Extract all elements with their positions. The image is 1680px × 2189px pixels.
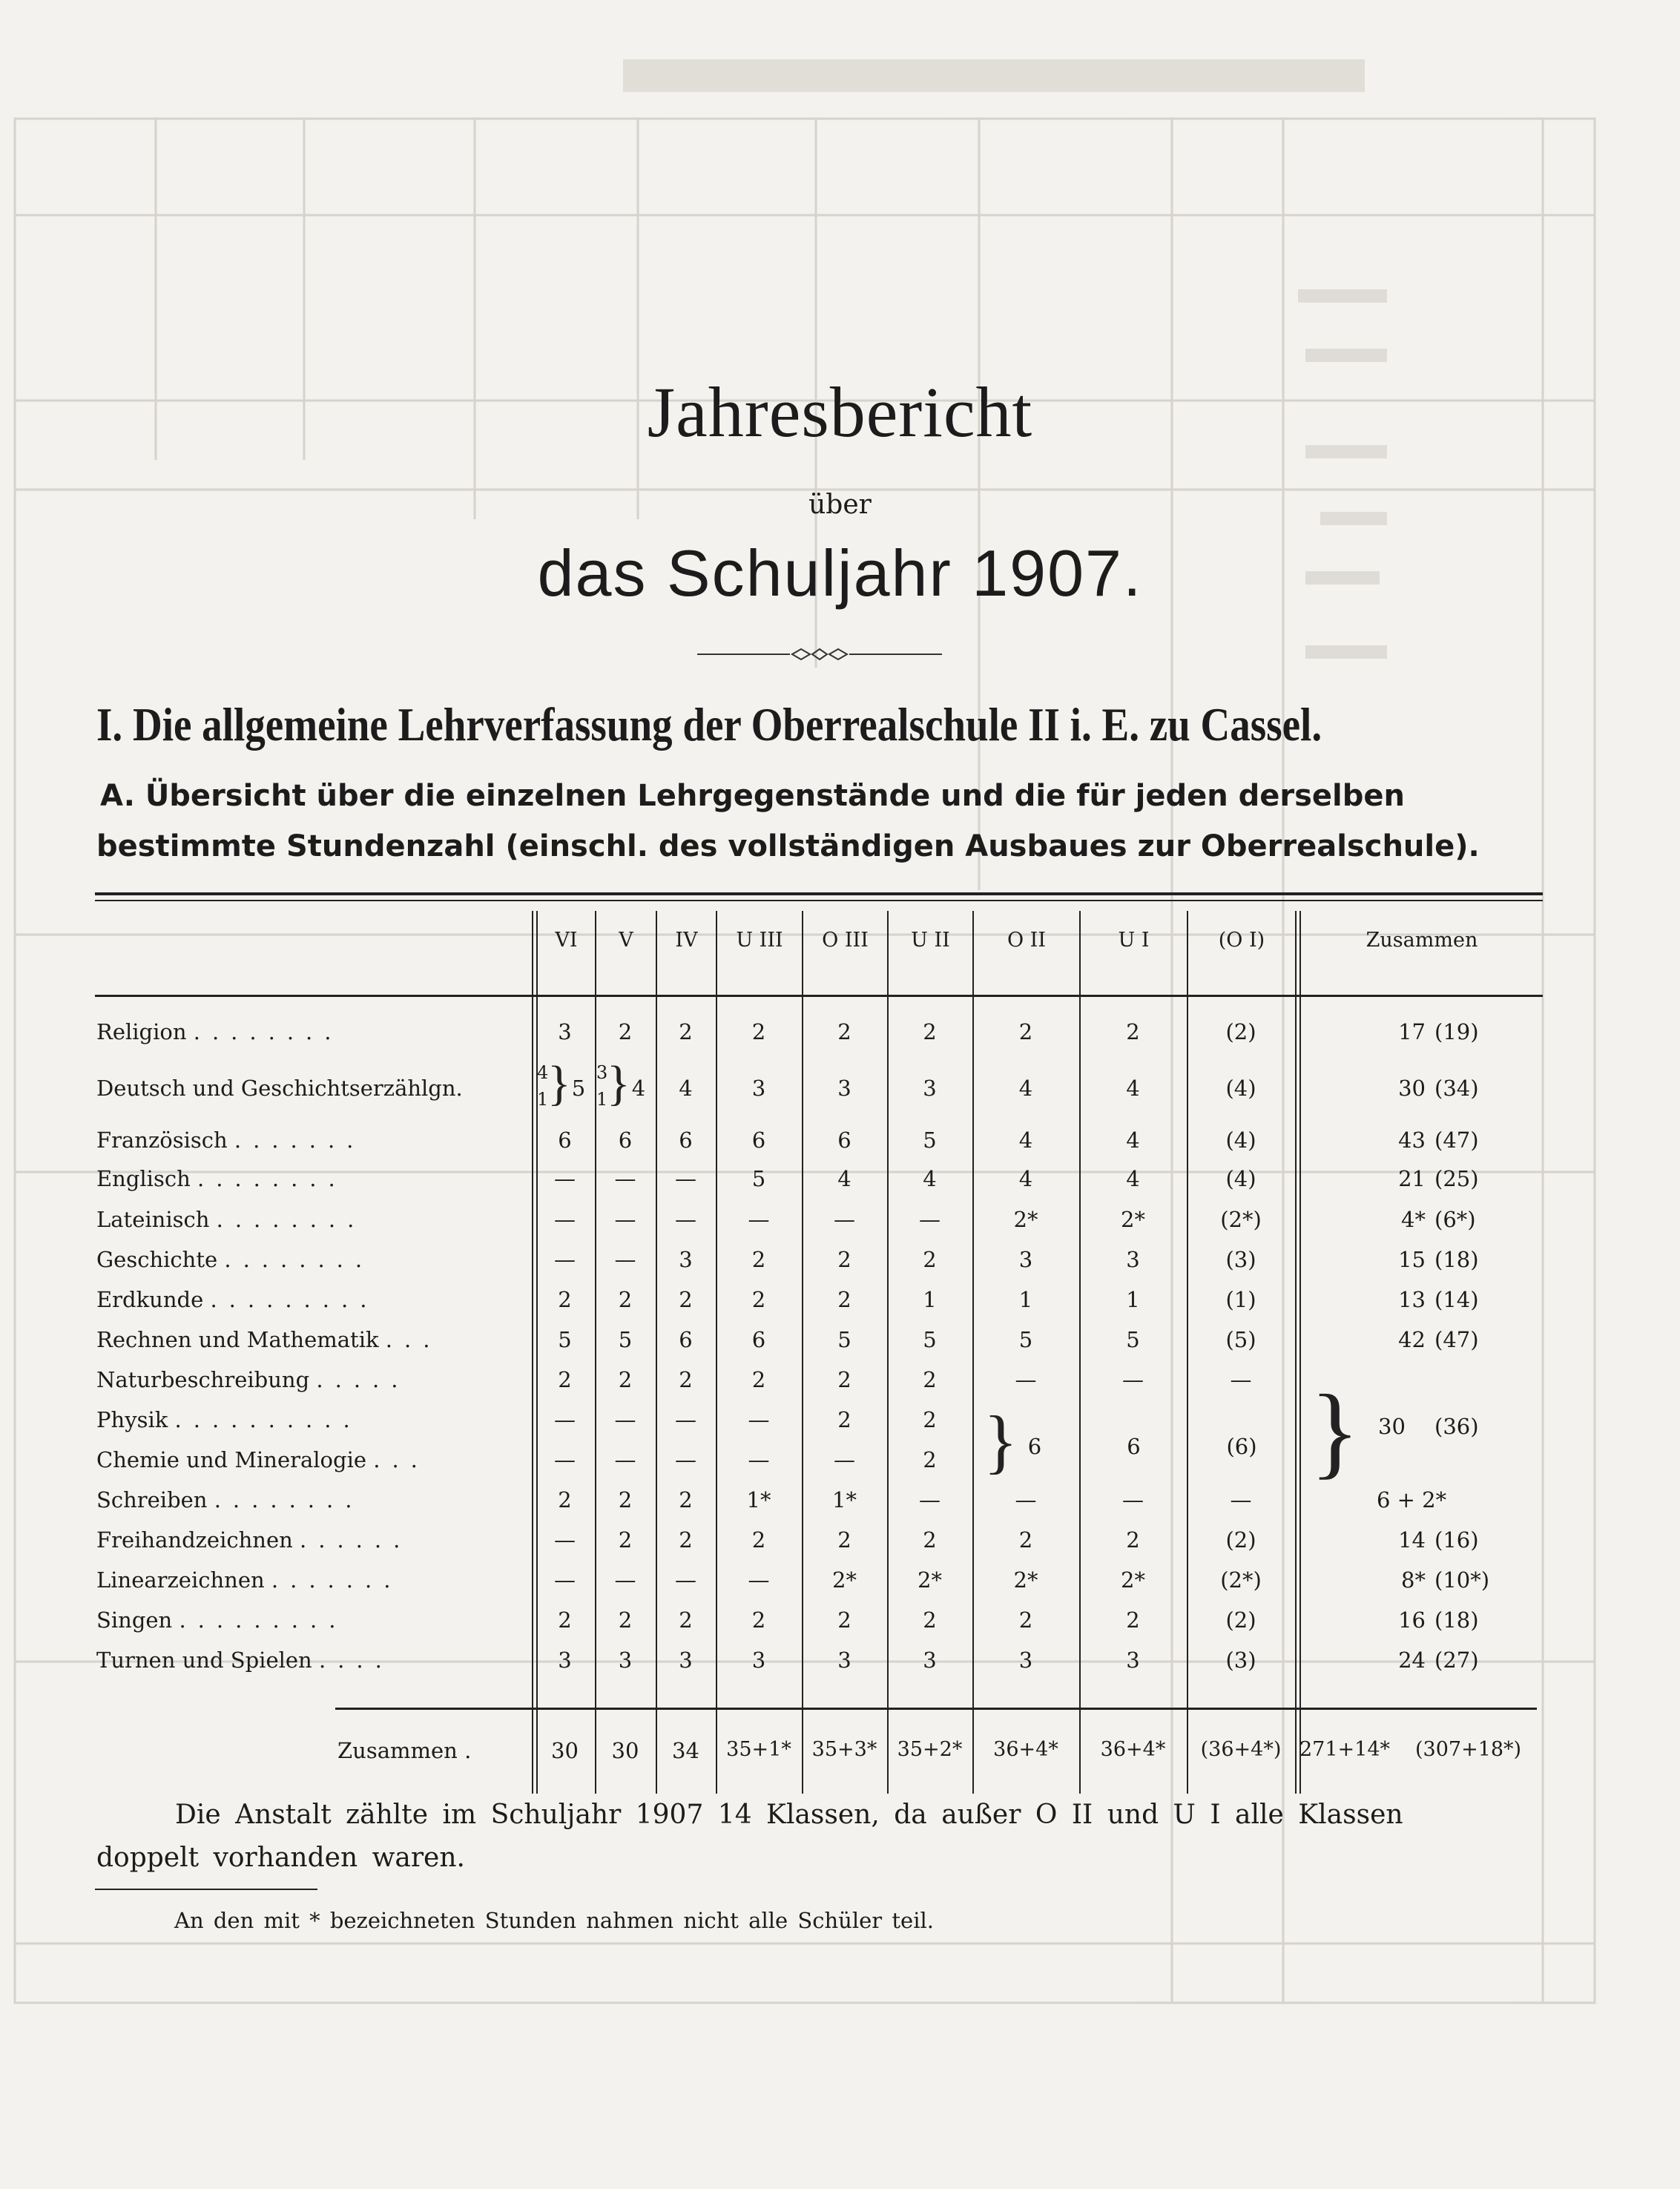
- zusammen-rule: [335, 1708, 1537, 1710]
- cell-iv: 2: [679, 1019, 693, 1044]
- brace-vi: }: [547, 1056, 571, 1110]
- cell-vi: 3: [558, 1019, 572, 1044]
- cell-uii: —: [919, 1487, 941, 1512]
- cell-ui: 2: [1126, 1019, 1140, 1044]
- zusammen-cell-oiii: 35+3*: [811, 1738, 877, 1761]
- cell-oiii: 2: [837, 1527, 851, 1553]
- cell-oiii: 2: [837, 1407, 851, 1432]
- cell-ui: 2*: [1121, 1567, 1145, 1593]
- cell-oii: 4: [1018, 1076, 1033, 1101]
- cell-oiii: 2*: [832, 1567, 857, 1593]
- cell-v: —: [614, 1247, 636, 1272]
- cell-uii: 2: [923, 1407, 937, 1432]
- section-subheading-line2: bestimmte Stundenzahl (einschl. des vollständigen Ausbaues zur Oberrealschule).: [96, 829, 1480, 863]
- cell-uii: 2: [923, 1447, 937, 1472]
- cell-oi: (1): [1225, 1287, 1256, 1312]
- cell-oii: 1: [1018, 1287, 1033, 1312]
- cell-iv: 6: [679, 1327, 693, 1352]
- row-label-lateinisch: Lateinisch ........: [96, 1207, 366, 1232]
- cell-ui: 4: [1126, 1128, 1140, 1153]
- cell-iv: —: [675, 1567, 696, 1593]
- cell-vi: 3: [558, 1647, 572, 1673]
- column-header-uii: U II: [911, 929, 950, 952]
- row-total-full: (47): [1434, 1128, 1479, 1153]
- zusammen-cell-iv: 34: [672, 1738, 699, 1763]
- science-u1-value: 6: [1127, 1434, 1141, 1459]
- cell-oiii: 2: [837, 1019, 851, 1044]
- cell-iv: 2: [679, 1487, 693, 1512]
- row-total-full: (47): [1434, 1327, 1479, 1352]
- zusammen-cell-oi: (36+4*): [1200, 1738, 1282, 1761]
- cell-ui: 3: [1126, 1647, 1140, 1673]
- row-total: 42: [1398, 1327, 1426, 1352]
- column-header-uiii: U III: [736, 929, 783, 952]
- cell-iv: —: [675, 1407, 696, 1432]
- row-total-full: (18): [1434, 1607, 1479, 1633]
- cell-oii: 4: [1018, 1128, 1033, 1153]
- note-line-1: Die Anstalt zählte im Schuljahr 1907 14 Klassen, da außer O II und U I alle Klassen: [175, 1800, 1403, 1830]
- row-total-full: (16): [1434, 1527, 1479, 1553]
- col-divider: [1299, 911, 1301, 1794]
- cell-oi: —: [1230, 1487, 1252, 1512]
- cell-oi: (2*): [1220, 1207, 1262, 1232]
- cell-v: 2: [618, 1487, 633, 1512]
- cell-vi: —: [554, 1247, 576, 1272]
- row-total-full: (14): [1434, 1287, 1479, 1312]
- cell-uiii: —: [748, 1407, 770, 1432]
- row-total-full: (19): [1434, 1019, 1479, 1044]
- ornament-divider-icon: [697, 645, 942, 663]
- row-label-turnen: Turnen und Spielen ....: [96, 1647, 394, 1673]
- cell-oi: (2*): [1220, 1567, 1262, 1593]
- cell-vi: 2: [558, 1487, 572, 1512]
- split-v-top: 3: [596, 1062, 608, 1083]
- cell-iv: 2: [679, 1607, 693, 1633]
- row-label-franzoesisch: Französisch .......: [96, 1128, 366, 1153]
- cell-uiii: —: [748, 1567, 770, 1593]
- header-rule: [95, 995, 1543, 997]
- column-header-oiii: O III: [822, 929, 869, 952]
- table-top-rule: [95, 892, 1543, 895]
- col-divider: [532, 911, 533, 1794]
- cell-uiii: —: [748, 1447, 770, 1472]
- row-label-rechnen: Rechnen und Mathematik ...: [96, 1327, 442, 1352]
- note-rule: [95, 1889, 317, 1890]
- cell-uiii: 2: [751, 1527, 766, 1553]
- cell-oi: (4): [1225, 1076, 1256, 1101]
- cell-v: —: [614, 1567, 636, 1593]
- split-vi-bottom: 1: [537, 1089, 549, 1110]
- cell-oi: (3): [1225, 1247, 1256, 1272]
- cell-v: 2: [618, 1607, 633, 1633]
- cell-oi: (2): [1225, 1527, 1256, 1553]
- cell-oi: —: [1230, 1367, 1252, 1392]
- cell-vi: —: [554, 1207, 576, 1232]
- cell-v: —: [614, 1407, 636, 1432]
- zusammen-cell-uii: 35+2*: [897, 1738, 963, 1761]
- page-subtitle: das Schuljahr 1907.: [537, 536, 1143, 610]
- brace-v: }: [607, 1056, 630, 1110]
- row-total: 16: [1398, 1607, 1426, 1633]
- cell-oi: (4): [1225, 1128, 1256, 1153]
- cell-v: 2: [618, 1019, 633, 1044]
- cell-oiii: 5: [837, 1327, 851, 1352]
- row-label-physik: Physik ..........: [96, 1407, 362, 1432]
- cell-uiii: 2: [751, 1019, 766, 1044]
- row-total: 30: [1398, 1076, 1426, 1101]
- cell-oiii: 6: [837, 1128, 851, 1153]
- cell-ui: 2: [1126, 1527, 1140, 1553]
- cell-v: —: [614, 1207, 636, 1232]
- cell-uii: 2: [923, 1247, 937, 1272]
- row-label-freihandzeichnen: Freihandzeichnen ......: [96, 1527, 412, 1553]
- cell-uii: 2: [923, 1607, 937, 1633]
- cell-v: 4: [631, 1076, 646, 1101]
- row-total-full: (27): [1434, 1647, 1479, 1673]
- cell-iv: 2: [679, 1287, 693, 1312]
- column-header-vi: VI: [555, 929, 578, 952]
- cell-uii: 5: [923, 1128, 937, 1153]
- cell-oiii: —: [834, 1207, 855, 1232]
- row-total: 17: [1398, 1019, 1426, 1044]
- row-label-deutsch: Deutsch und Geschichtserzählgn.: [96, 1076, 463, 1101]
- note-line-2: doppelt vorhanden waren.: [96, 1843, 465, 1873]
- row-label-singen: Singen .........: [96, 1607, 348, 1633]
- cell-oiii: 2: [837, 1607, 851, 1633]
- row-total: 6 + 2*: [1377, 1487, 1447, 1512]
- row-total: 21: [1398, 1166, 1426, 1191]
- column-header-v: V: [619, 929, 633, 952]
- cell-uii: 2: [923, 1019, 937, 1044]
- zusammen-label: Zusammen .: [337, 1738, 484, 1763]
- cell-uiii: 2: [751, 1367, 766, 1392]
- row-label-schreiben: Schreiben ........: [96, 1487, 364, 1512]
- cell-oi: (2): [1225, 1607, 1256, 1633]
- cell-v: 2: [618, 1287, 633, 1312]
- cell-ui: 1: [1126, 1287, 1140, 1312]
- row-total-full: (25): [1434, 1166, 1479, 1191]
- cell-uiii: 6: [751, 1128, 766, 1153]
- cell-uiii: 2: [751, 1247, 766, 1272]
- page-title: Jahresbericht: [647, 372, 1033, 452]
- cell-vi: —: [554, 1447, 576, 1472]
- split-v-bottom: 1: [596, 1089, 608, 1110]
- cell-vi: 6: [558, 1128, 572, 1153]
- row-label-linearzeichnen: Linearzeichnen .......: [96, 1567, 403, 1593]
- row-total: 43: [1398, 1128, 1426, 1153]
- footnote: An den mit * bezeichneten Stunden nahmen nicht alle Schüler teil.: [174, 1908, 934, 1933]
- row-total: 13: [1398, 1287, 1426, 1312]
- cell-uii: 3: [923, 1647, 937, 1673]
- zusammen-cell-oii: 36+4*: [993, 1738, 1058, 1761]
- cell-uii: 2: [923, 1527, 937, 1553]
- cell-oiii: 2: [837, 1367, 851, 1392]
- cell-oii: —: [1015, 1487, 1037, 1512]
- cell-ui: 4: [1126, 1076, 1140, 1101]
- cell-v: 3: [618, 1647, 633, 1673]
- cell-iv: 3: [679, 1647, 693, 1673]
- cell-uiii: 2: [751, 1287, 766, 1312]
- cell-uiii: 1*: [746, 1487, 771, 1512]
- section-heading: I. Die allgemeine Lehrverfassung der Oberrealschule II i. E. zu Cassel.: [96, 698, 1322, 751]
- cell-iv: —: [675, 1207, 696, 1232]
- cell-uiii: 5: [751, 1166, 766, 1191]
- cell-oiii: 2: [837, 1247, 851, 1272]
- cell-oi: (4): [1225, 1166, 1256, 1191]
- cell-ui: 5: [1126, 1327, 1140, 1352]
- cell-oiii: 3: [837, 1076, 851, 1101]
- cell-v: 2: [618, 1527, 633, 1553]
- cell-vi: —: [554, 1527, 576, 1553]
- row-total-full: (10*): [1434, 1567, 1490, 1593]
- row-total-full: (34): [1434, 1076, 1479, 1101]
- section-subheading-line1: A. Übersicht über die einzelnen Lehrgegenstände und die für jeden derselben: [100, 779, 1406, 813]
- cell-oii: —: [1015, 1367, 1037, 1392]
- row-total-full: (6*): [1434, 1207, 1476, 1232]
- cell-oii: 4: [1018, 1166, 1033, 1191]
- cell-ui: —: [1122, 1367, 1144, 1392]
- cell-oii: 2*: [1013, 1207, 1038, 1232]
- cell-vi: —: [554, 1166, 576, 1191]
- row-total-full: (18): [1434, 1247, 1479, 1272]
- row-label-naturbeschreibung: Naturbeschreibung .....: [96, 1367, 410, 1392]
- cell-uii: —: [919, 1207, 941, 1232]
- science-o2-value: 6: [1027, 1434, 1042, 1459]
- cell-ui: 4: [1126, 1166, 1140, 1191]
- row-total: 24: [1398, 1647, 1426, 1673]
- row-label-englisch: Englisch ........: [96, 1166, 347, 1191]
- cell-ui: 2*: [1121, 1207, 1145, 1232]
- title-preposition: über: [808, 490, 872, 520]
- zusammen-cell-ui: 36+4*: [1100, 1738, 1166, 1761]
- zusammen-cell-vi: 30: [551, 1738, 579, 1763]
- cell-uii: 4: [923, 1166, 937, 1191]
- cell-oiii: —: [834, 1447, 855, 1472]
- cell-v: 5: [618, 1327, 633, 1352]
- col-divider: [1295, 911, 1297, 1794]
- cell-iv: 4: [679, 1076, 693, 1101]
- cell-iv: —: [675, 1166, 696, 1191]
- cell-vi: —: [554, 1567, 576, 1593]
- column-header-ui: U I: [1118, 929, 1150, 952]
- cell-uiii: 2: [751, 1607, 766, 1633]
- column-header-oi: (O I): [1218, 929, 1265, 952]
- cell-uiii: 6: [751, 1327, 766, 1352]
- cell-vi: —: [554, 1407, 576, 1432]
- cell-v: 6: [618, 1128, 633, 1153]
- brace-science-oii: }: [984, 1401, 1018, 1481]
- row-total: 14: [1398, 1527, 1426, 1553]
- cell-oiii: 1*: [832, 1487, 857, 1512]
- cell-oii: 2: [1018, 1527, 1033, 1553]
- cell-uiii: —: [748, 1207, 770, 1232]
- split-vi-top: 4: [537, 1062, 549, 1083]
- zusammen-total-full: (307+18*): [1415, 1738, 1522, 1761]
- column-header-zusammen: Zusammen: [1366, 929, 1478, 952]
- cell-v: 2: [618, 1367, 633, 1392]
- cell-iv: 2: [679, 1367, 693, 1392]
- row-label-religion: Religion ........: [96, 1019, 343, 1044]
- zusammen-cell-v: 30: [611, 1738, 639, 1763]
- brace-science-total: }: [1310, 1374, 1360, 1489]
- cell-uii: 5: [923, 1327, 937, 1352]
- cell-v: —: [614, 1166, 636, 1191]
- cell-uii: 1: [923, 1287, 937, 1312]
- cell-oii: 3: [1018, 1647, 1033, 1673]
- cell-vi: 5: [558, 1327, 572, 1352]
- zusammen-cell-uiii: 35+1*: [726, 1738, 791, 1761]
- cell-iv: —: [675, 1447, 696, 1472]
- cell-oiii: 3: [837, 1647, 851, 1673]
- cell-oi: (5): [1225, 1327, 1256, 1352]
- column-header-oii: O II: [1007, 929, 1047, 952]
- cell-oiii: 4: [837, 1166, 851, 1191]
- row-label-erdkunde: Erdkunde .........: [96, 1287, 379, 1312]
- cell-oii: 2: [1018, 1607, 1033, 1633]
- row-label-geschichte: Geschichte ........: [96, 1247, 375, 1272]
- cell-iv: 2: [679, 1527, 693, 1553]
- cell-iv: 6: [679, 1128, 693, 1153]
- cell-vi: 2: [558, 1367, 572, 1392]
- row-total: 4*: [1401, 1207, 1426, 1232]
- science-o1-value: (6): [1226, 1434, 1257, 1459]
- cell-uiii: 3: [751, 1076, 766, 1101]
- cell-vi: 2: [558, 1607, 572, 1633]
- row-total: 8*: [1401, 1567, 1426, 1593]
- cell-oi: (3): [1225, 1647, 1256, 1673]
- cell-oii: 2: [1018, 1019, 1033, 1044]
- cell-oii: 2*: [1013, 1567, 1038, 1593]
- cell-v: —: [614, 1447, 636, 1472]
- cell-ui: 3: [1126, 1247, 1140, 1272]
- row-label-chemie: Chemie und Mineralogie ...: [96, 1447, 429, 1472]
- column-header-iv: IV: [675, 929, 698, 952]
- cell-uii: 2*: [918, 1567, 942, 1593]
- row-total: 15: [1398, 1247, 1426, 1272]
- science-total-full: (36): [1434, 1414, 1479, 1439]
- cell-iv: 3: [679, 1247, 693, 1272]
- table-top-rule-thin: [95, 900, 1543, 901]
- cell-uii: 3: [923, 1076, 937, 1101]
- cell-oii: 5: [1018, 1327, 1033, 1352]
- cell-uii: 2: [923, 1367, 937, 1392]
- cell-oi: (2): [1225, 1019, 1256, 1044]
- cell-ui: —: [1122, 1487, 1144, 1512]
- cell-ui: 2: [1126, 1607, 1140, 1633]
- cell-vi: 5: [571, 1076, 586, 1101]
- cell-oii: 3: [1018, 1247, 1033, 1272]
- cell-vi: 2: [558, 1287, 572, 1312]
- cell-oiii: 2: [837, 1287, 851, 1312]
- cell-uiii: 3: [751, 1647, 766, 1673]
- science-total: 30: [1378, 1414, 1406, 1439]
- zusammen-total: 271+14*: [1299, 1738, 1391, 1761]
